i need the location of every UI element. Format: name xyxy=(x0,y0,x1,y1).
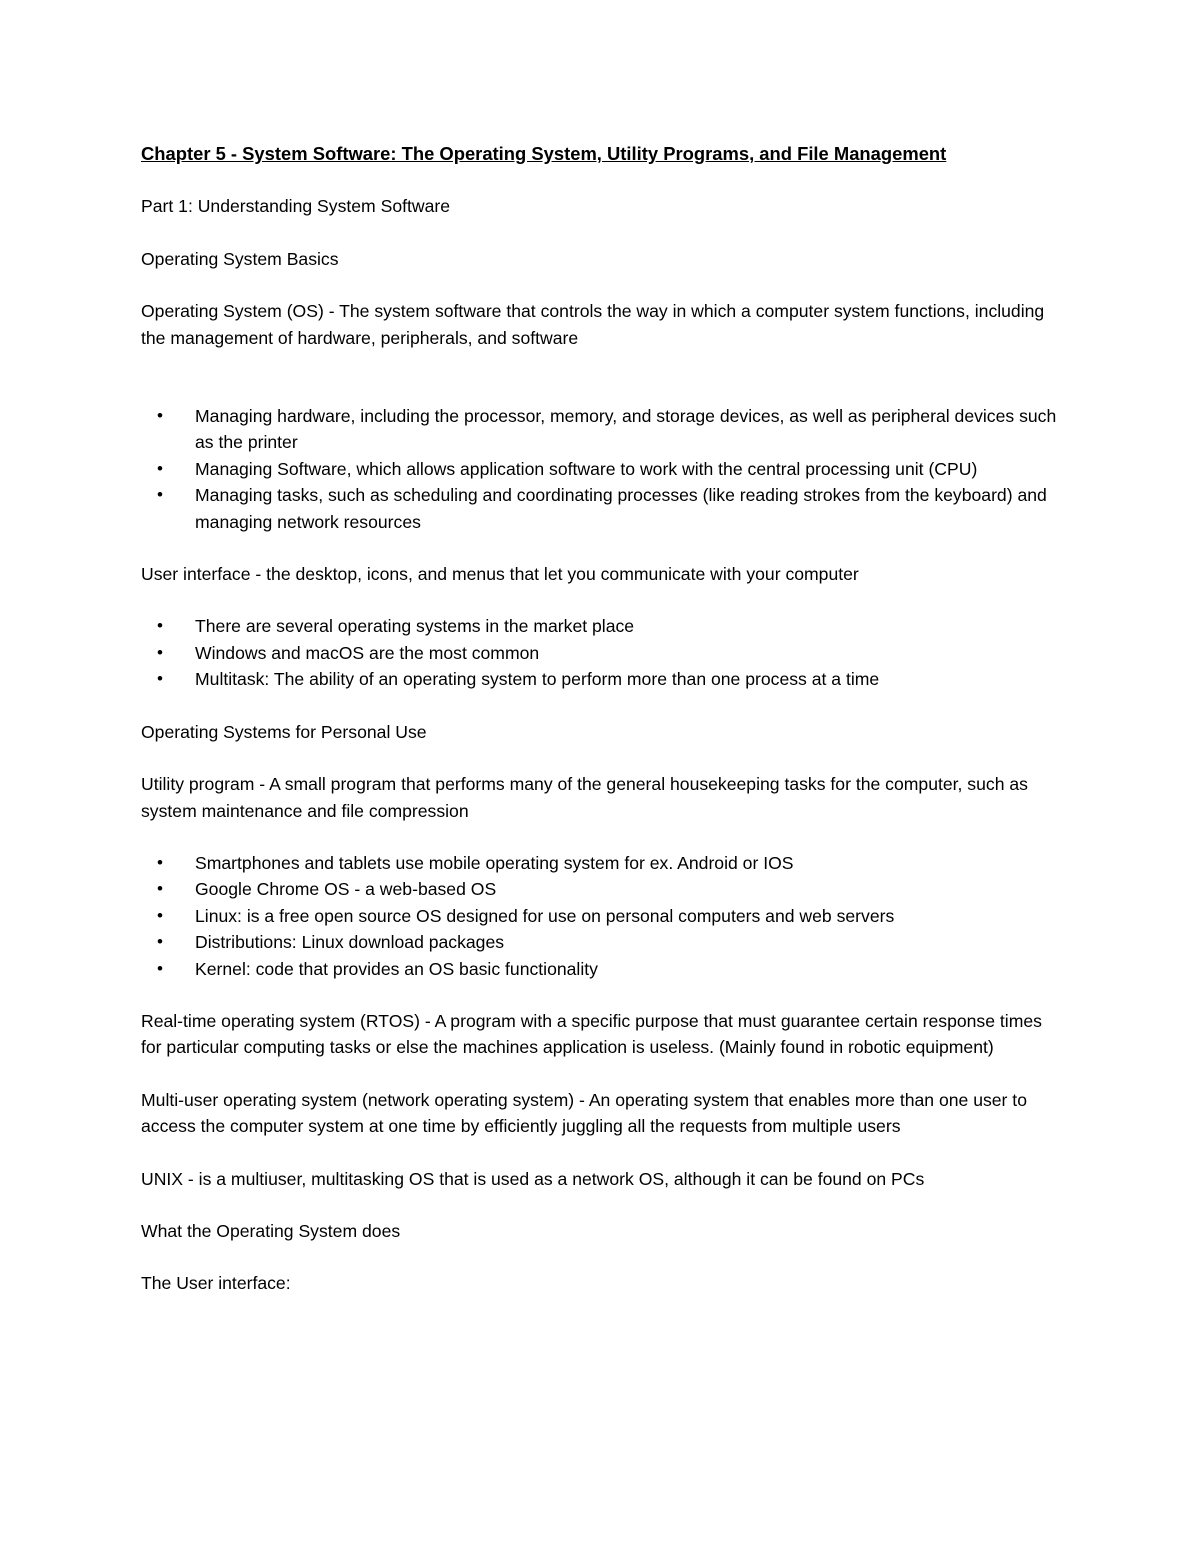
os-definition: Operating System (OS) - The system software that controls the way in which a computer system functions, including the management of hardware, peripherals, and software xyxy=(141,301,1045,348)
utility-program-definition: Utility program - A small program that performs many of the general housekeeping tasks for the computer, such as system maintenance and file compression xyxy=(141,774,1028,821)
list-item: • Smartphones and tablets use mobile operating system for ex. Android or IOS xyxy=(141,850,1059,876)
list-item: • Managing Software, which allows application software to work with the central processing unit (CPU) xyxy=(141,456,1059,482)
list-item: • Google Chrome OS - a web-based OS xyxy=(141,876,1059,902)
document-body xyxy=(141,141,1059,1323)
bullet-icon: • xyxy=(157,932,163,952)
bullet-icon: • xyxy=(157,879,163,899)
section-heading-what-os-does: What the Operating System does xyxy=(141,1220,401,1241)
list-item: • Kernel: code that provides an OS basic functionality xyxy=(141,956,1059,982)
user-interface-definition: User interface - the desktop, icons, and menus that let you communicate with your computer xyxy=(141,564,859,585)
rtos-definition: Real-time operating system (RTOS) - A program with a specific purpose that must guarantee certain response times for particular computing tasks or else the machines application is useless. (Mainly found in robotic equipment) xyxy=(141,1010,1042,1058)
chapter-title: Chapter 5 - System Software: The Operating System, Utility Programs, and File Management xyxy=(141,143,947,164)
multiuser-definition: Multi-user operating system (network operating system) - An operating system that enables more than one user to access the computer system at one time by efficiently juggling all the requests from multiple users xyxy=(141,1089,1027,1137)
bullet-icon: • xyxy=(157,852,163,872)
list-item: • Multitask: The ability of an operating system to perform more than one process at a time xyxy=(141,666,1059,692)
part-heading: Part 1: Understanding System Software xyxy=(141,196,451,217)
section-heading-personal-use: Operating Systems for Personal Use xyxy=(141,721,427,742)
bullet-icon: • xyxy=(157,458,163,478)
ui-points-list xyxy=(141,613,1059,692)
list-item: • Linux: is a free open source OS designed for use on personal computers and web servers xyxy=(141,903,1059,929)
list-item: • Distributions: Linux download packages xyxy=(141,929,1059,955)
bullet-icon: • xyxy=(157,905,163,925)
blank-line xyxy=(141,377,1059,403)
bullet-icon: • xyxy=(157,485,163,505)
list-item: • Managing tasks, such as scheduling and coordinating processes (like reading strokes from the keyboard) and managing network resources xyxy=(141,482,1059,535)
bullet-icon: • xyxy=(157,669,163,689)
section-heading-user-interface: The User interface: xyxy=(141,1273,291,1294)
os-functions-list xyxy=(141,403,1059,535)
section-heading-os-basics: Operating System Basics xyxy=(141,248,339,269)
personal-os-list xyxy=(141,850,1059,982)
bullet-icon: • xyxy=(157,958,163,978)
unix-definition: UNIX - is a multiuser, multitasking OS that is used as a network OS, although it can be found on PCs xyxy=(141,1168,925,1189)
list-item: • There are several operating systems in the market place xyxy=(141,613,1059,639)
bullet-icon: • xyxy=(157,642,163,662)
bullet-icon: • xyxy=(157,616,163,636)
bullet-icon: • xyxy=(157,406,163,426)
list-item: • Managing hardware, including the processor, memory, and storage devices, as well as peripheral devices such as the printer xyxy=(141,403,1059,456)
blank-line xyxy=(141,351,1059,377)
list-item: • Windows and macOS are the most common xyxy=(141,640,1059,666)
